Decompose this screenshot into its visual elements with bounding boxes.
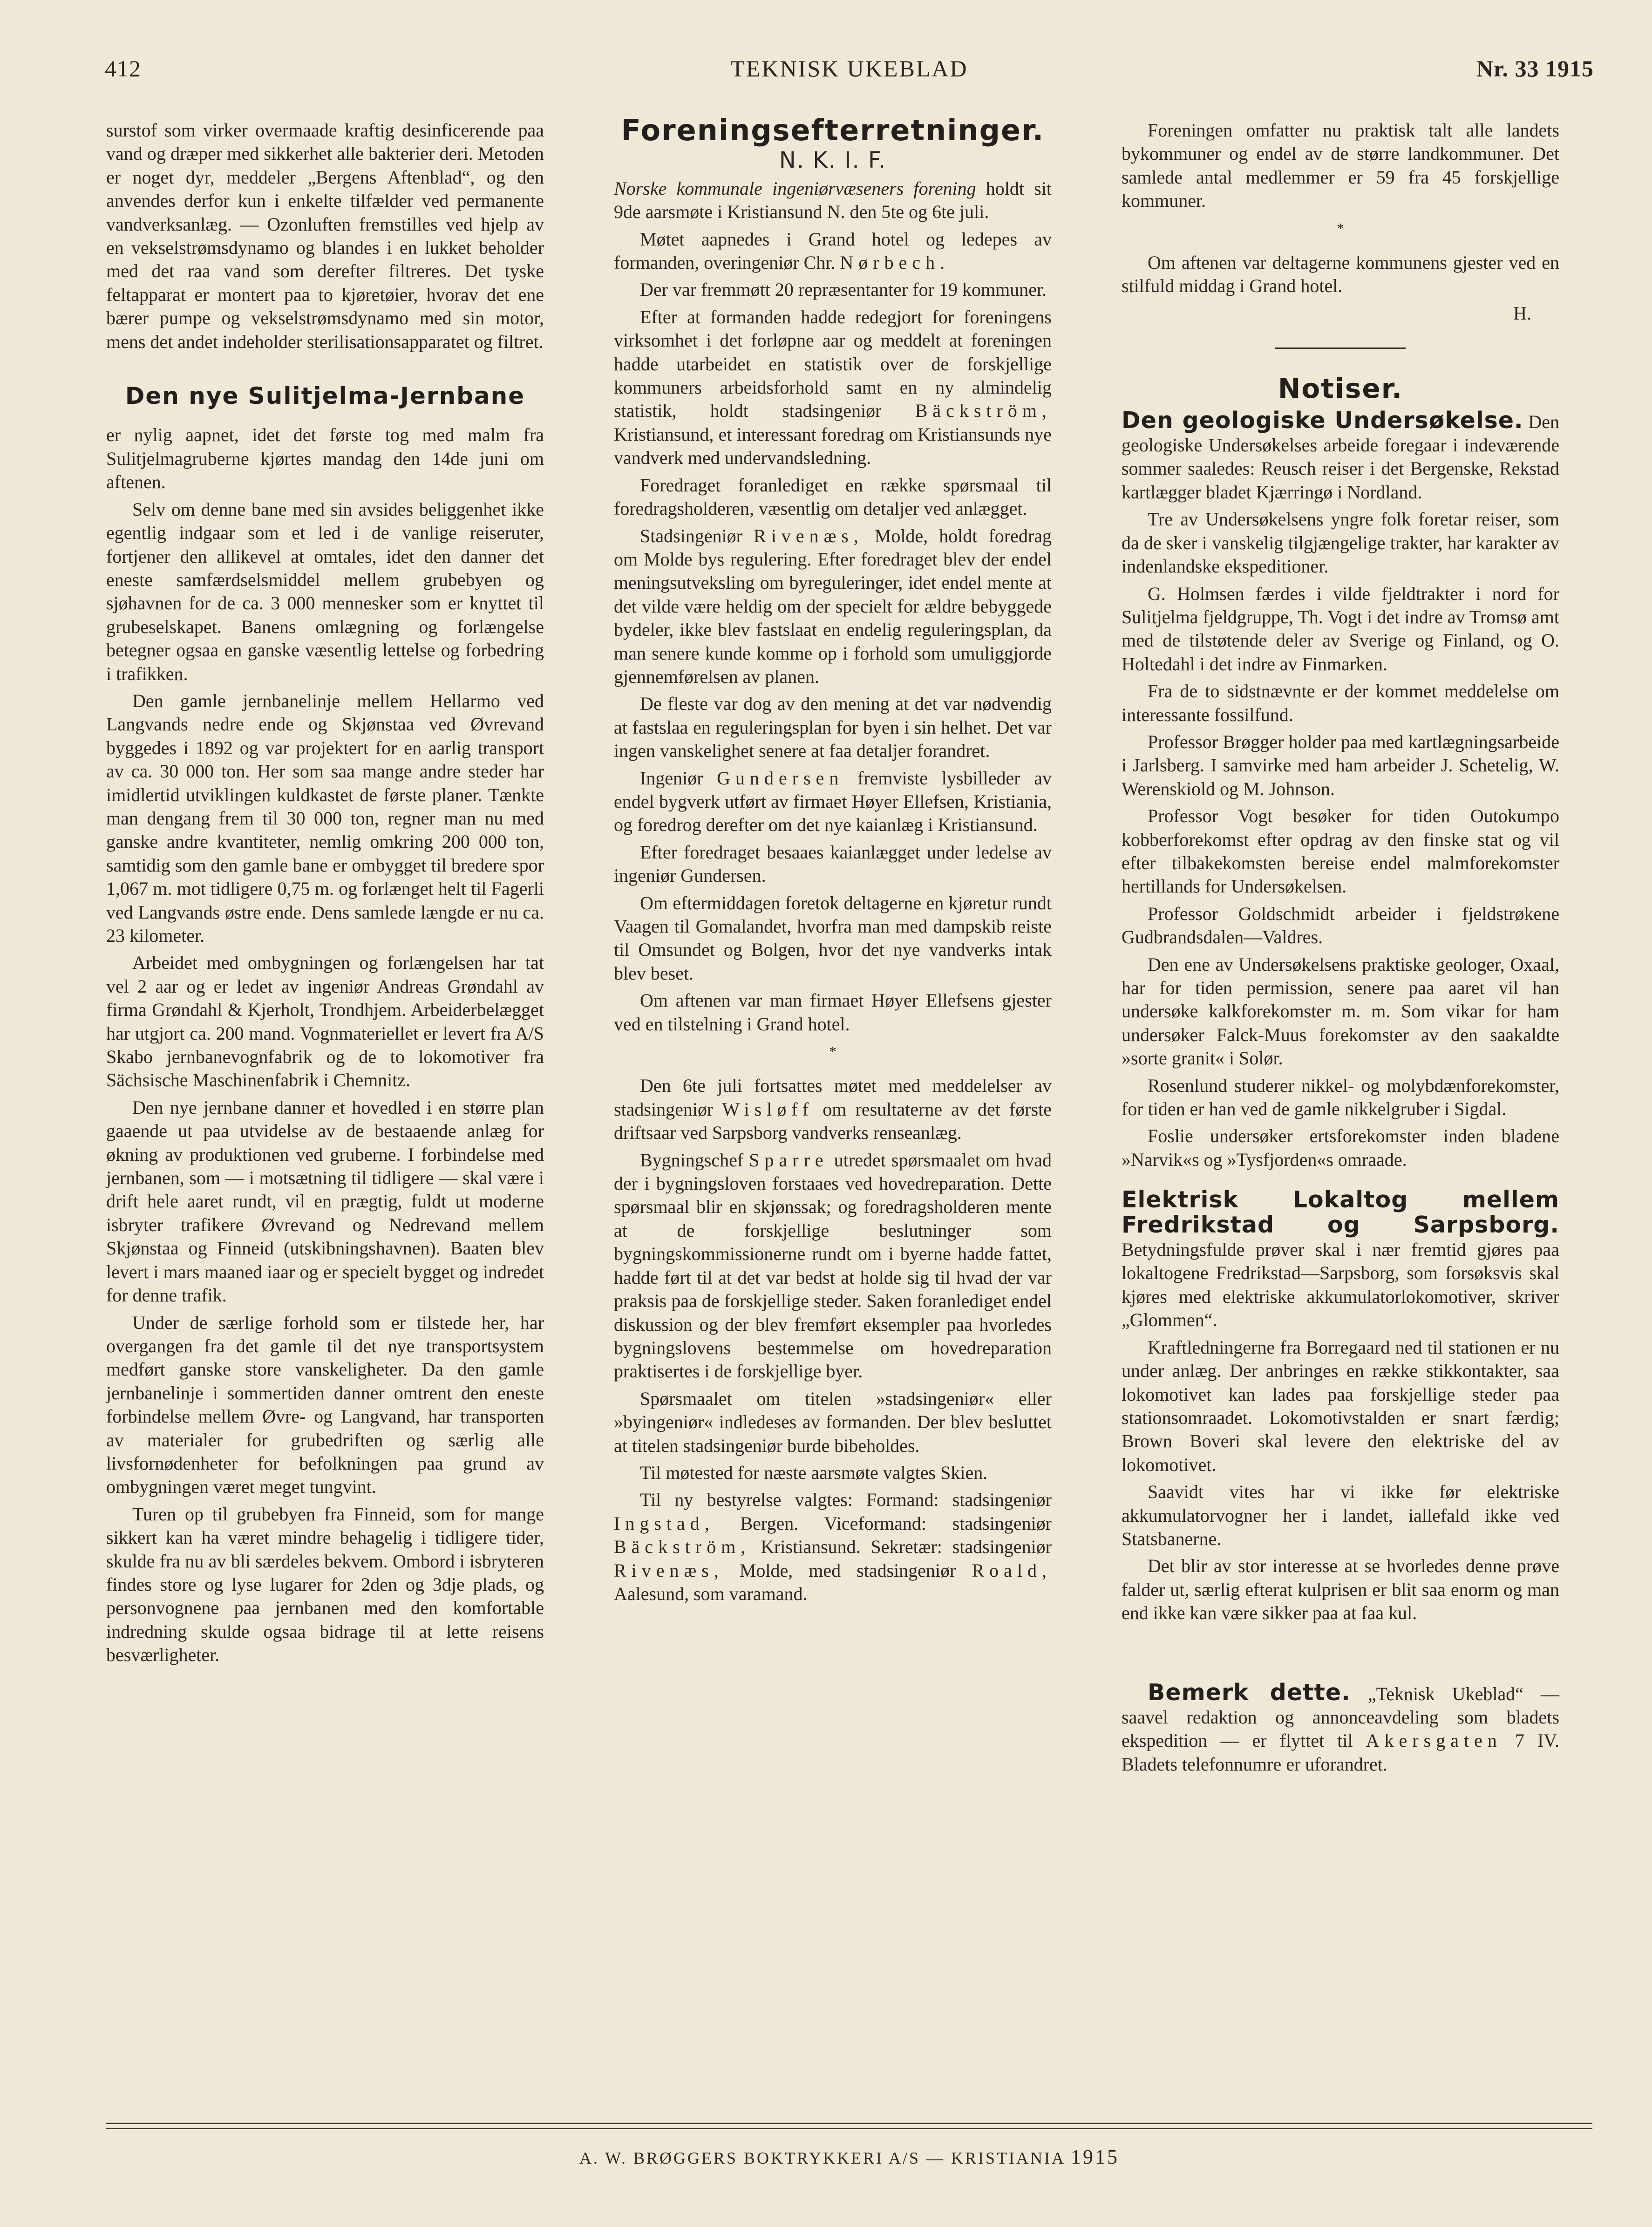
meeting-paragraph bbox=[614, 524, 1052, 689]
column-2 bbox=[614, 113, 1052, 1609]
nkif-heading: N. K. I. F. bbox=[779, 147, 887, 174]
text: Kristiansund, et interessant foredrag om Kristiansunds nye vandverk med undervandsledning. bbox=[614, 423, 1052, 469]
text: Til ny bestyrelse valgtes: Formand: stadsingeniør bbox=[640, 1489, 1052, 1511]
meeting-paragraph: Om aftenen var deltagerne kommunens gjester ved en stilfuld middag i Grand hotel. bbox=[1122, 252, 1559, 297]
printer-name: A. W. BRØGGERS BOKTRYKKERI A/S — KRISTIANIA bbox=[579, 2149, 1065, 2167]
section-asterisk: * bbox=[829, 1043, 836, 1060]
notice-paragraph: Fra de to sidstnævnte er der kommet meddelelse om interessante fossilfund. bbox=[1122, 681, 1559, 725]
sulitjelma-paragraph: Under de særlige forhold som er tilstede her, har overgangen fra det gamle til det nye transportsystem medført ganske store vanskeligheter. Da den gamle jernbanelinje i sommertiden danner omtrent den eneste forbindelse mellem Øvre- og Langvand, har transporten av materialer for grubedriften og særlig alle livsfornødenheter for befolkningen paa grund av ombygningen været meget tungvint. bbox=[106, 1312, 544, 1498]
notice-title: Bemerk dette. bbox=[1148, 1679, 1351, 1706]
notice-paragraph: Professor Brøgger holder paa med kartlægningsarbeide i Jarlsberg. I samvirke med ham arbeider J. Schetelig, W. Werenskiold og M. Johnson. bbox=[1122, 731, 1559, 799]
issue-number: Nr. 33 1915 bbox=[1476, 55, 1594, 82]
meeting-paragraph bbox=[614, 306, 1052, 470]
person-name: Rivenæs, bbox=[754, 525, 863, 546]
meeting-paragraph: Til møtested for næste aarsmøte valgtes Skien. bbox=[640, 1462, 988, 1483]
person-name: Ingstad, bbox=[614, 1512, 714, 1534]
running-head bbox=[105, 55, 1594, 88]
sulitjelma-paragraph: Turen op til grubebyen fra Finneid, som for mange sikkert kan ha været mindre behagelig i tidligere tider, skulde fra nu av bli særdeles bekvem. Ombord i isbryteren findes store og lyse lugarer for 2den og 3dje plads, og personvognene paa jernbanen med den komfortable indredning skulde ogsaa bidrage til at lette reisens besværligheter. bbox=[106, 1503, 544, 1666]
text: Bergen. Viceformand: stadsingeniør bbox=[740, 1512, 1052, 1534]
meeting-paragraph: Om aftenen var man firmaet Høyer Ellefsens gjester ved en tilstelning i Grand hotel. bbox=[614, 990, 1052, 1035]
meeting-paragraph bbox=[614, 177, 1052, 224]
text: Betydningsfulde prøver skal i nær fremtid gjøres paa lokaltogene Fredrikstad—Sarpsborg, som forsøksvis skal kjøres med elektriske akkumulatorlokomotiver, skriver „Glommen“. bbox=[1122, 1239, 1559, 1331]
notice-paragraph: Den ene av Undersøkelsens praktiske geologer, Oxaal, har for tiden permission, senere paa aaret vil han undersøke kalkforekomster m. m. Som vikar for ham undersøker Falck-Muus forekomster av den saakaldte »sorte granit« i Solør. bbox=[1122, 953, 1559, 1069]
text: Molde, med stadsingeniør bbox=[739, 1560, 956, 1581]
sulitjelma-paragraph: er nylig aapnet, idet det første tog med malm fra Sulitjelmagruberne kjørtes mandag den 14de juni om aftenen. bbox=[106, 424, 544, 493]
journal-title: TEKNISK UKEBLAD bbox=[730, 55, 968, 82]
text: om resultaterne av det første driftsaar ved Sarpsborg vandverks renseanlæg. bbox=[614, 1098, 1052, 1144]
foreningsefterretninger-heading: Foreningsefterretninger. bbox=[621, 113, 1045, 147]
notice-paragraph: Rosenlund studerer nikkel- og molybdænforekomster, for tiden er han ved de gamle nikkelgruber i Sigdal. bbox=[1122, 1075, 1559, 1120]
notice-paragraph: Foslie undersøker ertsforekomster inden bladene »Narvik«s og »Tysfjorden«s omraade. bbox=[1122, 1125, 1559, 1170]
text: Bygningschef bbox=[640, 1149, 744, 1171]
text: Stadsingeniør bbox=[640, 525, 742, 546]
notice-paragraph: Tre av Undersøkelsens yngre folk foretar reiser, som da de sker i vanskelig tilgjængelige trakter, har karakter av indenlandske ekspeditioner. bbox=[1122, 509, 1559, 577]
notiser-heading: Notiser. bbox=[1278, 373, 1403, 405]
meeting-paragraph: Foreningen omfatter nu praktisk talt alle landets bykommuner og endel av de større landkommuner. Det samlede antal medlemmer er 59 fra 45 forskjellige kommuner. bbox=[1122, 120, 1559, 211]
notice-paragraph bbox=[1122, 1188, 1559, 1332]
text: „Teknisk Ukeblad“ — saavel redaktion og annonceavdeling som bladets ekspedition — er flyttet til bbox=[1122, 1683, 1560, 1751]
person-name: Rivenæs, bbox=[614, 1560, 724, 1581]
text: Den geologiske Undersøkelses arbeide foregaar i indeværende sommer saaledes: Reusch reiser i det Bergenske, Rekstad kartlægger bladet Kjærringø i Nordland. bbox=[1122, 411, 1560, 503]
column-3 bbox=[1122, 119, 1559, 1780]
meeting-paragraph bbox=[614, 1149, 1052, 1383]
notice-paragraph: Professor Vogt besøker for tiden Outokumpo kobberforekomst efter opdrag av den finske stat og vil efter tilbakekomsten bereise endel malmforekomster hertillands for Undersøkelsen. bbox=[1122, 805, 1559, 897]
text: utredet spørsmaalet om hvad der i bygningsloven forstaaes ved hovedreparation. Dette spørsmaal blir en skjønssak; og foredragsholderen mente at de forskjellige beslutninger som bygningskommissionerne rundt om i byerne hadde fattet, hadde ført til at det var bedst at holde sig til hvad der var praksis paa de forskjellige steder. Saken foranlediget endel diskussion og der blev fremført eksempler paa hvorledes bygningslovens bestemmelse om hovedreparation praktisertes i de forskjellige byer. bbox=[614, 1149, 1052, 1382]
meeting-paragraph: Spørsmaalet om titelen »stadsingeniør« eller »byingeniør« indledeses av formanden. Der blev besluttet at titelen stadsingeniør burde bibeholdes. bbox=[614, 1388, 1052, 1456]
continued-paragraph: surstof som virker overmaade kraftig desinficerende paa vand og dræper med sikkerhet alle bakterier deri. Metoden er noget dyr, meddeler „Bergens Aftenblad“, og den anvendes derfor kun i enkelte tilfælder ved permanente vandverksanlæg. — Ozonluften fremstilles ved hjelp av en vekselstrømsdynamo og blandes i en lukket beholder med det raa vand som derefter filtreres. Det tyske feltapparat er montert paa to kjøretøier, hvorav det ene bærer pumpe og vekselstrømsdynamo med sin motor, mens det andet indeholder sterilisationsapparatet og filtret. bbox=[106, 120, 544, 352]
footer-rule bbox=[106, 2123, 1592, 2124]
notice-paragraph: Det blir av stor interesse at se hvorledes denne prøve falder ut, særlig efterat kulprisen er blit saa enorm og man end ikke kan være sikker paa at faa kul. bbox=[1122, 1555, 1559, 1624]
printer-imprint bbox=[106, 2145, 1592, 2169]
street-name: Akersgaten bbox=[1366, 1730, 1502, 1751]
text: Den 6te juli fortsattes møtet med meddelelser av stadsingeniør bbox=[614, 1075, 1052, 1120]
column-1 bbox=[106, 119, 544, 1671]
meeting-paragraph: Efter foredraget besaaes kaianlægget under ledelse av ingeniør Gundersen. bbox=[614, 841, 1052, 886]
text: Møtet aapnedes i Grand hotel og ledepes av formanden, overingeniør Chr. bbox=[614, 228, 1052, 273]
sulitjelma-paragraph: Arbeidet med ombygningen og forlængelsen har tat vel 2 aar og er ledet av ingeniør Andreas Grøndahl av firma Grøndahl & Kjerholt, Trondhjem. Arbeiderbelægget har utgjort ca. 200 mand. Vognmateriellet er levert fra A/S Skabo jernbanevognfabrik og de to lokomotiver fra Sächsische Maschinenfabrik i Chemnitz. bbox=[106, 952, 544, 1091]
notice-paragraph bbox=[1122, 409, 1559, 504]
notice-paragraph: Professor Goldschmidt arbeider i fjeldstrøkene Gudbrandsdalen—Valdres. bbox=[1122, 903, 1559, 948]
person-name: Roald, bbox=[972, 1560, 1052, 1581]
text: fremviste lysbilleder av endel bygverk utført av firmaet Høyer Ellefsen, Kristiania, og foredrog derefter om det nye kaianlæg i Kristiansund. bbox=[614, 767, 1052, 836]
person-name: Bäckström, bbox=[915, 400, 1052, 422]
sulitjelma-paragraph: Selv om denne bane med sin avsides beliggenhet ikke egentlig indgaar som et led i de vanlige reiseruter, fortjener den allikevel at omtales, idet den danner det eneste samfærdselsmiddel mellem grubebyen og sjøhavnen for de ca. 3 000 mennesker som er knyttet til grubeselskapet. Banens omlægning og forlængelse betegner ogsaa en ganske væsentlig lettelse og forbedring i trafikken. bbox=[106, 498, 544, 684]
text: Ingeniør bbox=[640, 767, 703, 789]
meeting-paragraph bbox=[614, 1488, 1052, 1606]
signature: H. bbox=[1513, 302, 1531, 324]
notice-paragraph: Kraftledningerne fra Borregaard ned til stationen er nu under anlæg. Der anbringes en række stikkontakter, saa lokomotivet kan lades paa forskjellige steder paa stationsomraadet. Lokomotivstalden er snart færdig; Brown Boveri skal levere den elektriske del av lokomotivet. bbox=[1122, 1336, 1559, 1475]
section-asterisk: * bbox=[1337, 219, 1344, 237]
meeting-paragraph: Foredraget foranlediget en række spørsmaal til foredragsholderen, væsentlig om detaljer ved anlægget. bbox=[614, 474, 1052, 519]
notice-paragraph: Saavidt vites har vi ikke før elektriske akkumulatorvogner her i landet, iallefald ikke ved Statsbanerne. bbox=[1122, 1481, 1559, 1549]
text: 7 IV. Bladets telefonnumre er uforandret. bbox=[1122, 1730, 1560, 1775]
notice-title: Den geologiske Undersøkelse. bbox=[1122, 407, 1523, 434]
sulitjelma-heading: Den nye Sulitjelma-Jernbane bbox=[125, 382, 525, 410]
meeting-paragraph bbox=[614, 767, 1052, 837]
printer-year: 1915 bbox=[1071, 2145, 1120, 2168]
person-name: Sparre bbox=[749, 1149, 829, 1171]
meeting-paragraph bbox=[614, 1074, 1052, 1144]
notice-title: Elektrisk Lokaltog mellem Fredrikstad og Sarpsborg. bbox=[1122, 1186, 1559, 1238]
person-name: Nørbech. bbox=[840, 252, 950, 273]
text: Efter at formanden hadde redegjort for foreningens virksomhet i det forløpne aar og meddelt at foreningen hadde utarbeidet en statistik over de forskjellige kommuners arbeidsforhold samt en ny almindelig statistik, holdt stadsingeniør bbox=[614, 306, 1052, 422]
sulitjelma-paragraph: Den gamle jernbanelinje mellem Hellarmo ved Langvands nedre ende og Skjønstaa ved Øvrevand byggedes i 1892 og var projektert for en aarlig transport av ca. 30 000 ton. Her som saa mange andre steder har imidlertid utviklingen kuldkastet de første planer. Tænkte man dengang frem til 30 000 ton, regner man nu med ganske andre kvantiteter, nemlig omkring 200 000 ton, samtidig som den gamle bane er ombygget til bredere spor 1,067 m. mot tidligere 0,75 m. og forlænget helt til Fagerli ved Langvands østre ende. Dens samlede længde er nu ca. 23 kilometer. bbox=[106, 690, 544, 946]
person-name: Gundersen bbox=[717, 767, 844, 789]
text: Aalesund, som varamand. bbox=[614, 1583, 808, 1604]
notice-paragraph: G. Holmsen færdes i vilde fjeldtrakter i nord for Sulitjelma fjeldgruppe, Th. Vogt i det indre av Tromsø amt med de tilstøtende deler av Sverige og Finland, og O. Holtedahl i det indre av Finmarken. bbox=[1122, 583, 1559, 674]
person-name: Wisløff bbox=[722, 1098, 814, 1120]
page-number: 412 bbox=[105, 55, 141, 82]
text: Kristiansund. Sekretær: stadsingeniør bbox=[761, 1536, 1052, 1558]
meeting-paragraph: Om eftermiddagen foretok deltagerne en kjøretur rundt Vaagen til Gomalandet, hvorfra man med dampskib reiste til Omsundet og Bolgen, hvor det nye vandverks intak blev beset. bbox=[614, 892, 1052, 984]
footer-rule bbox=[106, 2128, 1592, 2129]
text: Molde, holdt foredrag om Molde bys regulering. Efter foredraget blev der endel meningsutveksling om byreguleringer, idet endel mente at det vilde være heldig om der specielt for ældre bebyggede bydeler, ikke blev fastslaat en endelig reguleringsplan, da man senere kunde komme op i forhold som umuliggjorde gjennemførelsen av planen. bbox=[614, 525, 1052, 687]
meeting-paragraph: Der var fremmøtt 20 repræsentanter for 19 kommuner. bbox=[640, 279, 1047, 300]
section-divider bbox=[1275, 347, 1406, 349]
sulitjelma-paragraph: Den nye jernbane danner et hovedled i en større plan gaaende ut paa utvidelse av de bestaaende anlæg for økning av produktionen ved gruberne. I forbindelse med jernbanen, som — i motsætning til tidligere — skal være i drift hele aaret rundt, vil en prægtig, fuldt ut moderne isbryter trafikere Øvrevand og Nedrevand mellem Skjønstaa og Finneid (utskibningshavnen). Baaten blev levert i mars maaned iaar og er specielt bygget og indredet for denne trafik. bbox=[106, 1096, 544, 1306]
association-name: Norske kommunale ingeniørvæseners forening bbox=[614, 177, 976, 199]
text: holdt sit 9de aarsmøte i Kristiansund N. den 5te og 6te juli. bbox=[614, 177, 1052, 223]
person-name: Bäckström, bbox=[614, 1536, 751, 1558]
meeting-paragraph bbox=[614, 228, 1052, 275]
notice-paragraph bbox=[1122, 1681, 1559, 1777]
meeting-paragraph: De fleste var dog av den mening at det var nødvendig at fastslaa en reguleringsplan for byen i sin helhet. Det var ingen vanskelighet senere at faa detaljer forandret. bbox=[614, 693, 1052, 762]
